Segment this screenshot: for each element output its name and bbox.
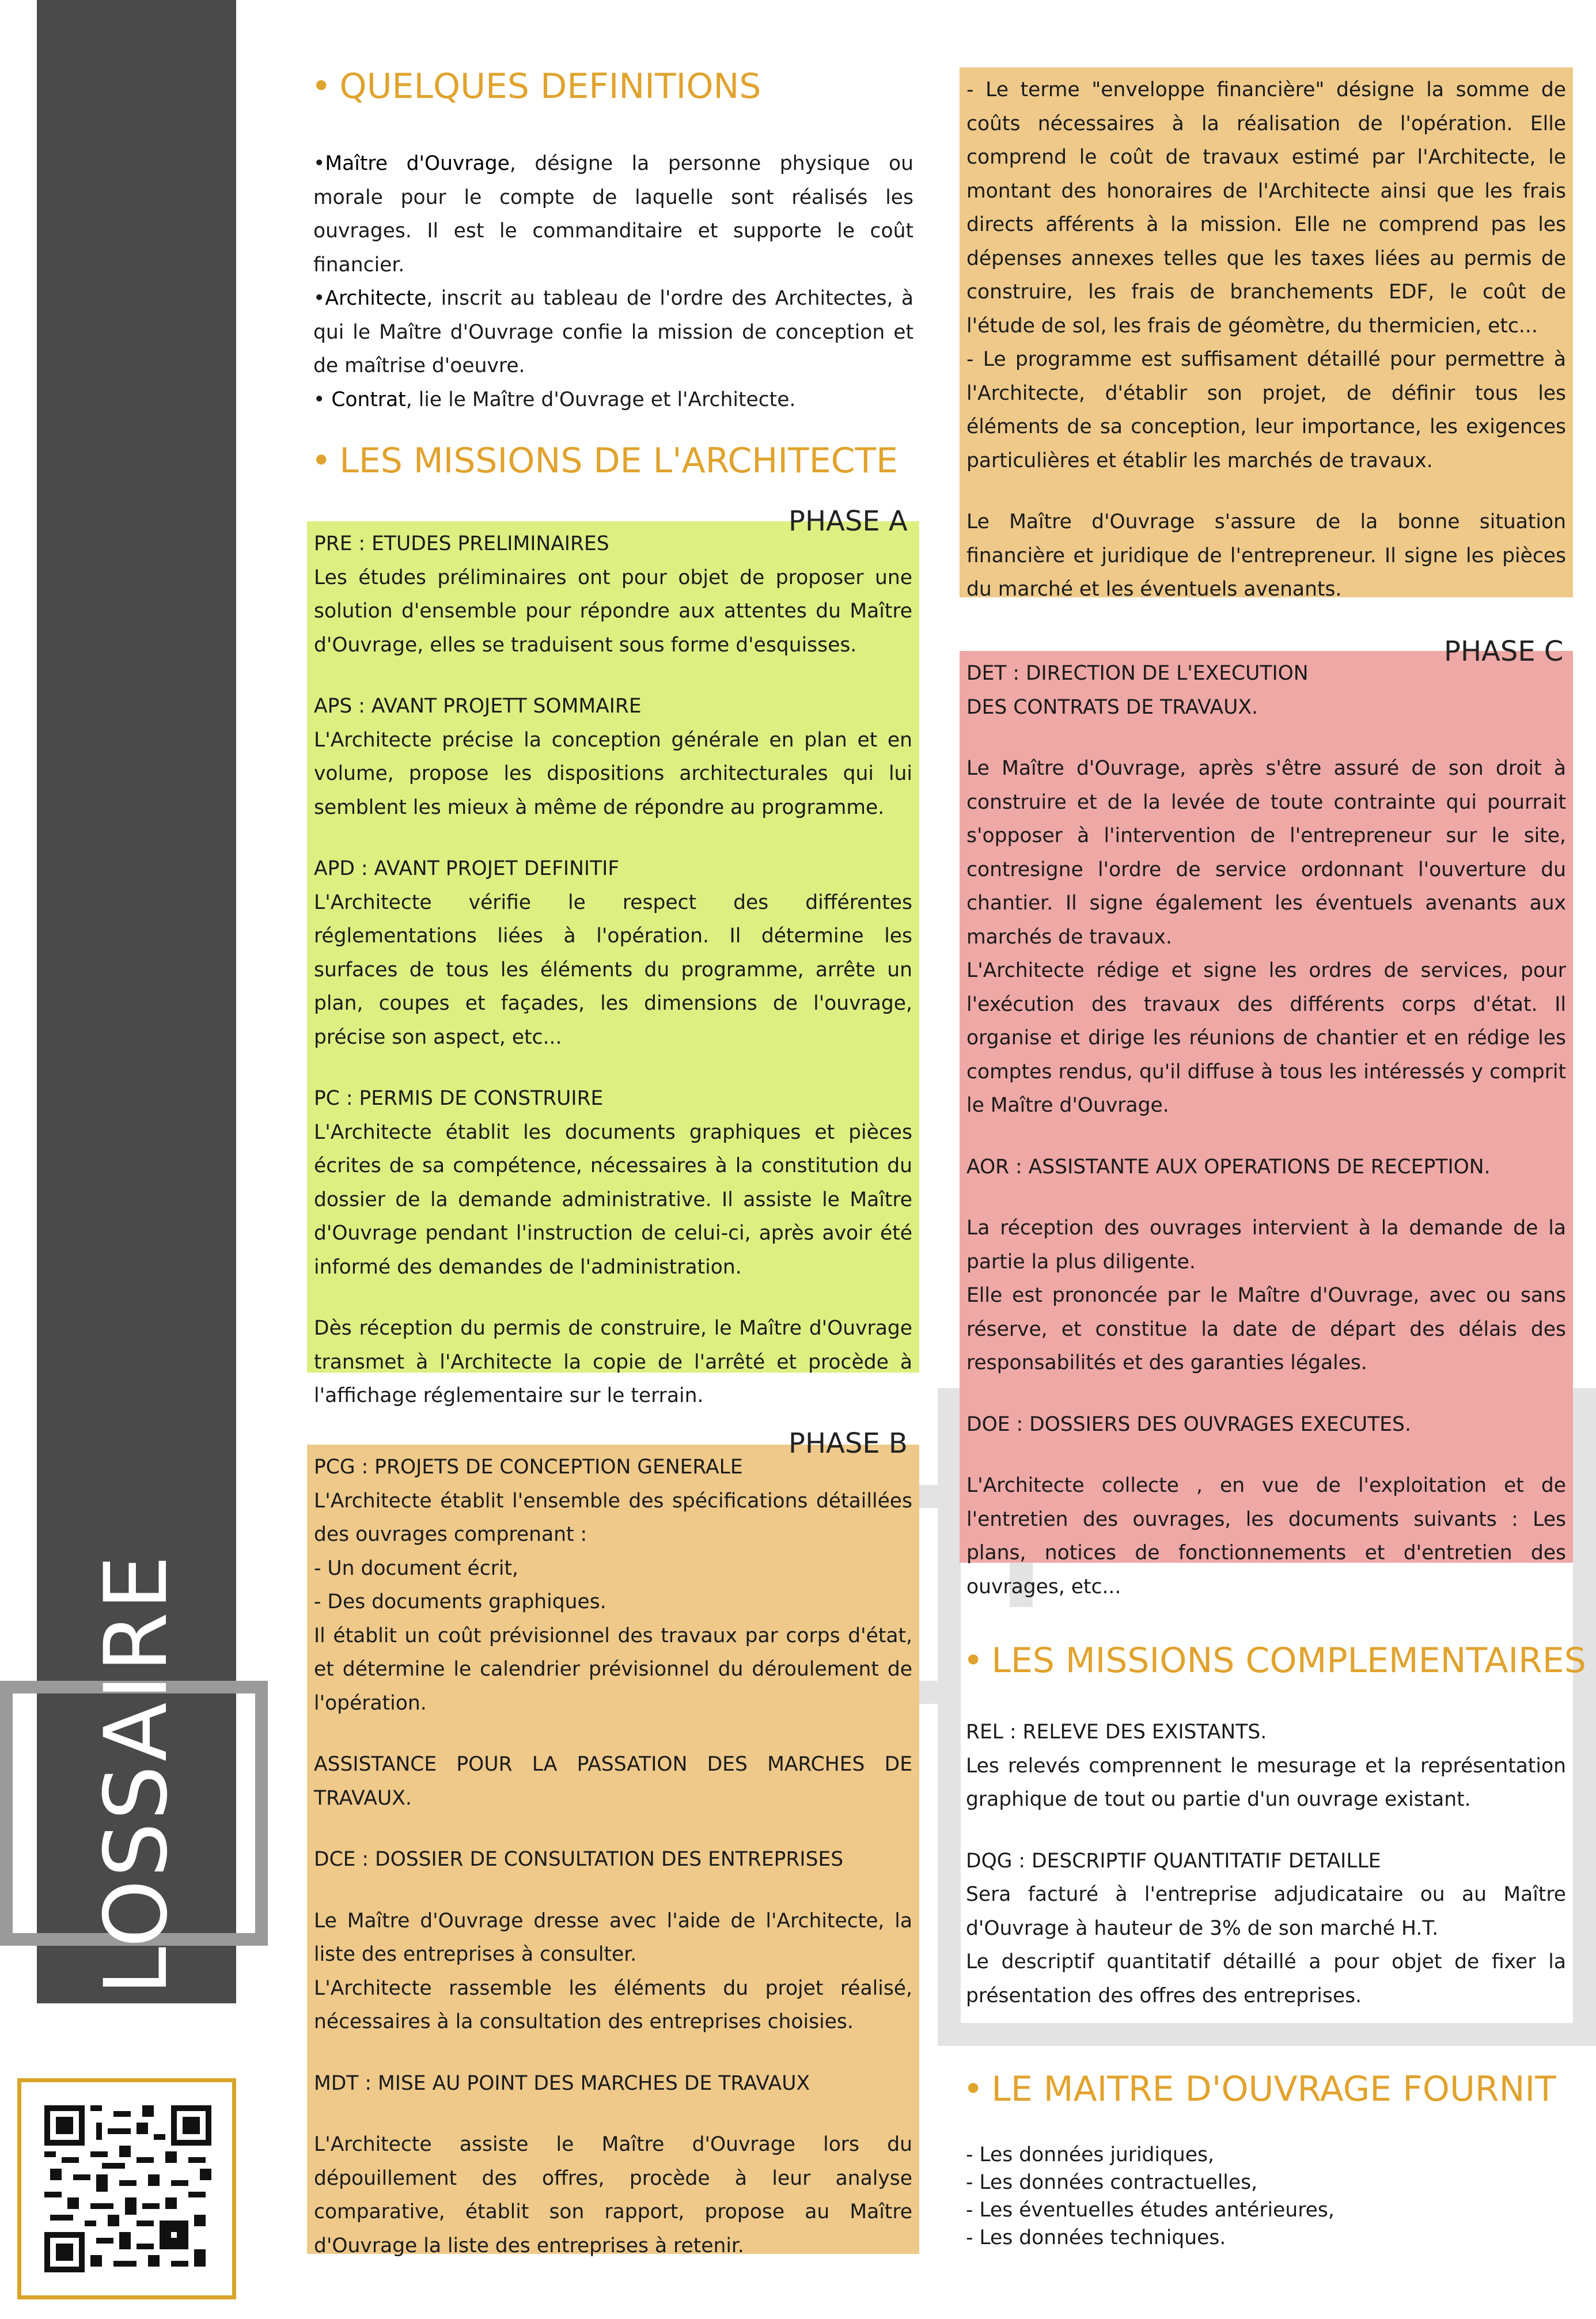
block-text: L'Architecte précise la conception générale en plan et en volume, propose les dispositions architecturales qui lui semblent les mieux à même de répondre au programme. [314,728,912,819]
block-text: La réception des ouvrages intervient à la demande de la partie la plus diligente. [966,1217,1566,1274]
qr-code-icon [44,2105,211,2272]
section-heading-missions: • LES MISSIONS DE L'ARCHITECTE [311,441,899,481]
block-text: Elle est prononcée par le Maître d'Ouvrage, avec ou sans réserve, et constitue la date de départ des délais des responsabilités et des garanties légales. [966,1284,1566,1374]
block-title: AOR : ASSISTANTE AUX OPERATIONS DE RECEPTION. [966,1155,1491,1179]
block-text: - Le programme est suffisament détaillé pour permettre à l'Architecte, d'établir son projet, de définir tous les éléments de sa conception, leur importance, les exigences particulières et établir les marchés de travaux. [966,348,1566,472]
block-text: Le Maître d'Ouvrage s'assure de la bonne situation financière et juridique de l'entrepreneur. Il signe les pièces du marché et les éventuels avenants. [966,510,1566,601]
block-text: Le Maître d'Ouvrage, après s'être assuré de son droit à construire et de la levée de toute contrainte qui pourrait s'opposer à l'intervention de l'entrepreneur sur le site, contresigne l'ordre de service ordonnant l'ouverture du chantier. Il signe également les éventuels avenants aux marchés de travaux. [966,757,1566,949]
complementaires-text [966,1715,1566,2013]
block-title: ASSISTANCE POUR LA PASSATION DES MARCHES DE TRAVAUX. [314,1753,912,1810]
block-text: - Le terme "enveloppe financière" désigne la somme de coûts nécessaires à la réalisation de l'opération. Elle comprend le coût de travaux estimé par l'Architecte, le montant des honoraires de l'Architecte ainsi que les frais directs afférents à la mission. Elle ne comprend pas les dépenses annexes telles que les taxes liées au permis de construire, les frais de branchements EDF, le coût de l'étude de sol, les frais de géomètre, du thermicien, etc... [966,78,1566,338]
phase-a-box [307,521,919,1407]
block-text: L'Architecte assiste le Maître d'Ouvrage lors du dépouillement des offres, procède à leur analyse comparative, établit son rapport, propose au Maître d'Ouvrage la liste des entreprises à retenir. [314,2133,912,2257]
block-title: PC : PERMIS DE CONSTRUIRE [314,1087,604,1110]
block-text: L'Architecte rassemble les éléments du projet réalisé, nécessaires à la consultation des entreprises choisies. [314,1976,912,2033]
list-item: - Les éventuelles études antérieures, [966,2199,1335,2222]
qr-code[interactable] [17,2078,236,2299]
phase-c-box [960,651,1573,1598]
phase-b-box [307,1445,919,2257]
list-item: - Les données contractuelles, [966,2171,1258,2194]
phase-b-label: PHASE B [788,1427,908,1460]
definition-item: •Architecte, inscrit au tableau de l'ordre des Architectes, à qui le Maître d'Ouvrage confie la mission de conception et de maîtrise d'oeuvre. [313,287,913,377]
block-title: MDT : MISE AU POINT DES MARCHES DE TRAVAUX [314,2071,810,2095]
block-text: Le Maître d'Ouvrage dresse avec l'aide de l'Architecte, la liste des entreprises à consulter. [314,1909,912,1966]
list-item: - Les données juridiques, [966,2143,1214,2166]
block-title: DQG : DESCRIPTIF QUANTITATIF DETAILLE [966,1849,1381,1873]
block-text: - Des documents graphiques. [314,1590,606,1613]
phase-a-label: PHASE A [788,505,908,537]
block-text: Les relevés comprennent le mesurage et la représentation graphique de tout ou partie d'un ouvrage existant. [966,1754,1566,1811]
block-title: DES CONTRATS DE TRAVAUX. [966,695,1258,719]
financial-box [960,67,1573,601]
sidebar-title: GLOSSAIRE [86,1553,187,2064]
phase-c-label: PHASE C [1444,635,1564,668]
block-text: Il établit un coût prévisionnel des travaux par corps d'état, et détermine le calendrier prévisionnel du déroulement de l'opération. [314,1624,912,1715]
block-text: - Un document écrit, [314,1556,518,1580]
block-text: L'Architecte rédige et signe les ordres de services, pour l'exécution des travaux des différents corps d'état. Il organise et dirige les réunions de chantier et en rédige les comptes rendus, qu'il diffuse à tous les intéressés y comprit le Maître d'Ouvrage. [966,959,1566,1117]
block-title: APD : AVANT PROJET DEFINITIF [314,857,620,880]
block-title: DCE : DOSSIER DE CONSULTATION DES ENTREPRISES [314,1848,844,1871]
block-text: Les études préliminaires ont pour objet de proposer une solution d'ensemble pour répondre aux attentes du Maître d'Ouvrage, elles se traduisent sous forme d'esquisses. [314,566,912,657]
block-title: DOE : DOSSIERS DES OUVRAGES EXECUTES. [966,1412,1411,1436]
fournit-list [966,2141,1565,2252]
block-text: L'Architecte collecte , en vue de l'exploitation et de l'entretien des ouvrages, les documents suivants : Les plans, notices de fonctionnements et d'entretien des ouvrages, etc... [966,1474,1566,1598]
block-text: Dès réception du permis de construire, le Maître d'Ouvrage transmet à l'Architecte la copie de l'arrêté et procède à l'affichage réglementaire sur le terrain. [314,1317,912,1407]
definitions-text [313,147,913,416]
block-text: L'Architecte établit les documents graphiques et pièces écrites de sa compétence, nécessaires à la constitution du dossier de la demande administrative. Il assiste le Maître d'Ouvrage pendant l'instruction de celui-ci, après avoir été informé des demandes de l'administration. [314,1120,912,1279]
definition-item: • Contrat, lie le Maître d'Ouvrage et l'Architecte. [313,388,796,411]
list-item: - Les données techniques. [966,2226,1226,2249]
block-title: DET : DIRECTION DE L'EXECUTION [966,662,1309,685]
block-text: L'Architecte établit l'ensemble des spécifications détaillées des ouvrages comprenant : [314,1489,912,1546]
section-heading-complementaires: • LES MISSIONS COMPLEMENTAIRES [963,1640,1586,1681]
definition-item: •Maître d'Ouvrage, désigne la personne physique ou morale pour le compte de laquelle sont réalisés les ouvrages. Il est le commanditaire et supporte le coût financier. [313,152,913,276]
section-heading-definitions: • QUELQUES DEFINITIONS [311,66,761,107]
block-text: Le descriptif quantitatif détaillé a pour objet de fixer la présentation des offres des entreprises. [966,1950,1566,2007]
block-title: REL : RELEVE DES EXISTANTS. [966,1721,1267,1744]
block-text: L'Architecte vérifie le respect des différentes réglementations liées à l'opération. Il détermine les surfaces de tous les éléments du programme, arrête un plan, coupes et façades, les dimensions de l'ouvrage, précise son aspect, etc... [314,891,912,1049]
block-title: PRE : ETUDES PRELIMINAIRES [314,532,609,555]
block-title: APS : AVANT PROJETT SOMMAIRE [314,695,642,718]
section-heading-fournit: • LE MAITRE D'OUVRAGE FOURNIT [963,2069,1556,2109]
block-text: Sera facturé à l'entreprise adjudicataire ou au Maître d'Ouvrage à hauteur de 3% de son marché H.T. [966,1883,1566,1940]
block-title: PCG : PROJETS DE CONCEPTION GENERALE [314,1456,743,1479]
